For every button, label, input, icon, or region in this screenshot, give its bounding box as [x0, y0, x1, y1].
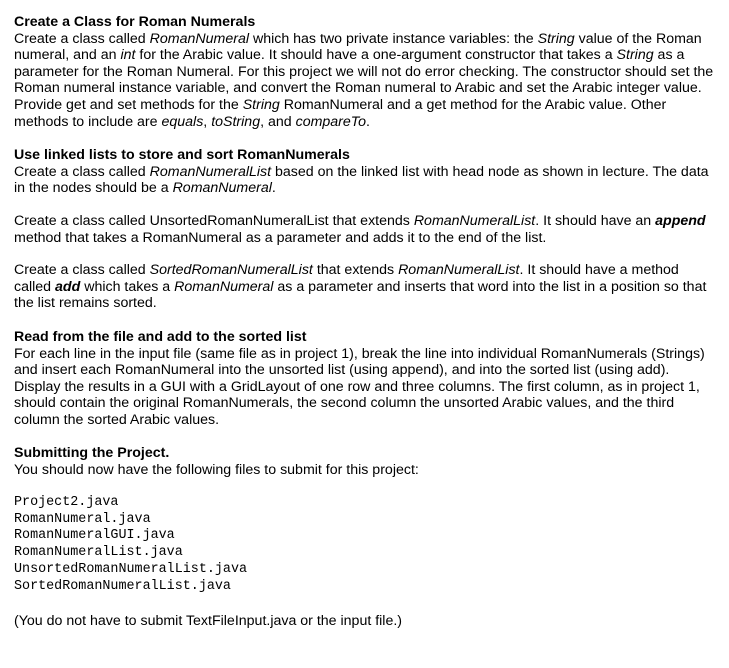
em-run: toString — [211, 113, 261, 130]
file-list-item: SortedRomanNumeralList.java — [14, 579, 231, 595]
paragraph-submit-note: (You do not have to submit TextFileInput.java or the input file.) — [14, 613, 403, 630]
file-list-item: RomanNumeralGUI.java — [14, 528, 175, 544]
paragraph-roman-numeral-list — [14, 164, 719, 197]
text-run: as a parameter for the Roman Numeral. For this project we will not do error checking. The constructor should set the Roman numeral instance variable, and convert the Roman numeral to Arabic and set the Arabic integer value. Provide get and set methods for the — [14, 47, 714, 113]
text-run: Create a class called — [14, 30, 150, 47]
text-run: for the Arabic value. It should have a one-argument constructor that takes a — [135, 47, 617, 64]
file-list — [14, 495, 719, 596]
paragraph-submit-intro: You should now have the following files to submit for this project: — [14, 462, 419, 479]
em-run: SortedRomanNumeralList — [149, 262, 313, 279]
file-list-item: Project2.java — [14, 494, 119, 510]
text-run: as a parameter and inserts that word into the list in a position so that the list remains sorted. — [14, 278, 707, 312]
em-run: RomanNumeralList — [413, 212, 536, 229]
text-run: value of the Roman numeral, and an — [14, 30, 702, 64]
text-run: . It should have an — [535, 212, 656, 229]
em-run: RomanNumeral — [149, 30, 249, 47]
text-run: which has two private instance variables: the — [249, 30, 538, 47]
heading-linked-lists: Use linked lists to store and sort RomanNumerals — [14, 147, 350, 164]
paragraph-read-input: For each line in the input file (same file as in project 1), break the line into individual RomanNumerals (Strings) and insert each RomanNumeral into the unsorted list (using append), and into the sorted list (using add). — [14, 345, 705, 379]
file-list-item: RomanNumeralList.java — [14, 545, 183, 561]
spacer — [14, 130, 719, 147]
text-run: based on the linked list with head node as shown in lecture. The data in the nodes should be a — [14, 163, 709, 197]
em-run: append — [655, 212, 706, 229]
em-run: RomanNumeralList — [149, 163, 272, 180]
em-run: add — [55, 278, 81, 295]
paragraph-roman-numeral-class — [14, 31, 719, 131]
em-run: int — [120, 47, 136, 64]
text-run: that extends — [312, 262, 399, 279]
file-list-item: RomanNumeral.java — [14, 511, 151, 527]
spacer — [14, 312, 719, 329]
em-run: compareTo — [295, 113, 367, 130]
text-run: , — [203, 113, 212, 130]
paragraph-sorted-list — [14, 262, 719, 312]
em-run: RomanNumeral — [172, 180, 272, 197]
text-run: . It should have a method called — [14, 262, 679, 295]
text-run: method that takes a RomanNumeral as a parameter and adds it to the end of the list. — [14, 229, 547, 246]
em-run: RomanNumeralList — [398, 262, 520, 279]
heading-create-class: Create a Class for Roman Numerals — [14, 14, 256, 30]
em-run: equals — [161, 113, 204, 130]
paragraph-display-gui: Display the results in a GUI with a GridLayout of one row and three columns. The first column, as in project 1, should contain the original RomanNumerals, the second column the unsorted Arabic values, and the third column the sorted Arabic values. — [14, 378, 700, 428]
em-run: String — [616, 47, 654, 64]
heading-read-file: Read from the file and add to the sorted list — [14, 328, 307, 345]
text-run: RomanNumeral and a get method for the Arabic value. Other methods to include are — [14, 96, 667, 130]
file-list-item: UnsortedRomanNumeralList.java — [14, 562, 248, 578]
em-run: RomanNumeral — [174, 278, 274, 295]
em-run: String — [242, 96, 280, 113]
paragraph-unsorted-list — [14, 213, 719, 246]
spacer — [14, 197, 719, 213]
text-run: which takes a — [80, 278, 175, 295]
text-run: . — [366, 113, 370, 130]
em-run: String — [537, 30, 575, 47]
text-run: , and — [260, 113, 296, 130]
text-run: . — [271, 180, 276, 197]
text-run: Create a class called — [14, 262, 150, 279]
heading-submitting: Submitting the Project. — [14, 445, 170, 462]
spacer — [14, 428, 719, 445]
text-run: Create a class called — [14, 163, 150, 180]
spacer — [14, 246, 719, 262]
text-run: Create a class called UnsortedRomanNumeralList that extends — [14, 212, 414, 229]
